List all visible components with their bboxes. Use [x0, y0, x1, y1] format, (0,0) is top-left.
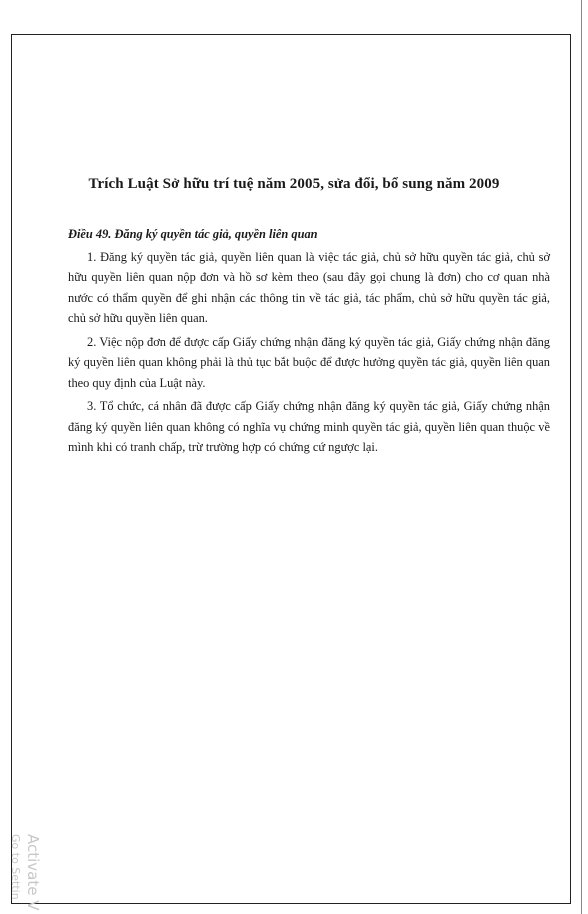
document-title: Trích Luật Sở hữu trí tuệ năm 2005, sửa đổi, bổ sung năm 2009: [88, 176, 500, 192]
paragraph-1: 1. Đăng ký quyền tác giả, quyền liên quan là việc tác giả, chủ sở hữu quyền tác giả, chủ sở hữu quyền liên quan nộp đơn và hồ sơ kèm theo (sau đây gọi chung là đơn) cho cơ quan nhà nước có thẩm quyền để ghi nhận các thông tin về tác giả, tác phẩm, chủ sở hữu quyền tác giả, chủ sở hữu quyền liên quan.: [68, 249, 550, 325]
activate-windows-watermark: [2, 830, 42, 914]
watermark-line-activate: Activate V: [24, 834, 42, 911]
paragraph-2: 2. Việc nộp đơn để được cấp Giấy chứng nhận đăng ký quyền tác giả, Giấy chứng nhận đăng ký quyền liên quan không phải là thủ tục bắt buộc để được hưởng quyền tác giả, quyền liên quan theo quy định của Luật này.: [68, 334, 550, 390]
watermark-line-settings: Go to Settin: [9, 834, 22, 900]
page-edge-line: [581, 0, 582, 914]
article-49: [68, 224, 550, 461]
paragraph-3: 3. Tổ chức, cá nhân đã được cấp Giấy chứng nhận đăng ký quyền tác giả, Giấy chứng nhận đăng ký quyền liên quan không có nghĩa vụ chứng minh quyền tác giả, quyền liên quan thuộc về mình khi có tranh chấp, trừ trường hợp có chứng cứ ngược lại.: [68, 399, 550, 454]
article-heading: Điều 49. Đăng ký quyền tác giả, quyền liên quan: [68, 227, 318, 241]
document-border: [11, 34, 571, 904]
